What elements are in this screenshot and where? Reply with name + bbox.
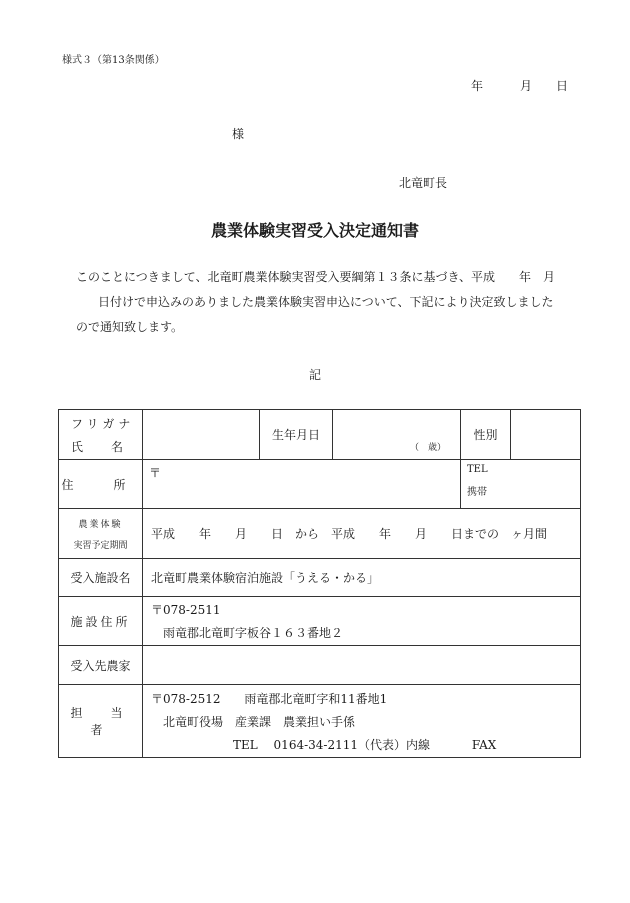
furigana-label: フリガナ [71,416,135,431]
address-row [59,460,581,509]
contact-office: 北竜町役場 産業課 農業担い手係 [163,714,356,729]
contact-fax: FAX [471,737,497,752]
facility-label: 受入施設名 [59,559,143,597]
date-day-label: 日 [556,79,569,93]
age-suffix: （ 歳） [409,443,446,453]
issuer: 北竜町長 [399,176,448,190]
name-row [59,410,581,460]
name-label: 氏 名 [71,439,132,454]
name-label-cell [59,410,143,460]
recipient-suffix: 様 [232,127,245,141]
facility-address-cell [143,597,581,646]
contact-row [59,685,581,758]
facility-address-label: 施設住所 [59,597,143,646]
ki-mark: 記 [308,368,321,382]
document-title: 農業体験実習受入決定通知書 [210,221,419,240]
contact-address: 雨竜郡北竜町字和11番地1 [244,691,388,706]
address-label: 住 所 [59,460,143,509]
sex-label: 性別 [461,410,511,460]
host-farm-label: 受入先農家 [59,646,143,685]
body-line-2: 日付けで申込みのありました農業体験実習申込について、下記により決定致しました [98,295,554,309]
contact-cell [143,685,581,758]
body-line-3: ので通知致します。 [76,320,184,334]
facility-row [59,559,581,597]
form-number: 様式３（第13条関係） [62,55,165,66]
name-field[interactable] [143,410,260,460]
facility-value: 北竜町農業体験宿泊施設「うえる・かる」 [143,559,581,597]
postal-mark: 〒 [149,466,162,480]
birthdate-label: 生年月日 [260,410,333,460]
period-label-cell [59,509,143,559]
birthdate-field[interactable] [333,410,461,460]
period-row [59,509,581,559]
period-label-1: 農業体験 [78,519,123,530]
contact-label: 担 当 者 [59,685,143,758]
body-line-1: このことにつきまして、北竜町農業体験実習受入要綱第１３条に基づき、平成 年 月 [76,270,556,284]
host-farm-field[interactable] [143,646,581,685]
contact-tel: TEL 0164-34-2111（代表）内線 [233,737,431,752]
phone-cell[interactable] [461,460,581,509]
tel-label: TEL [467,464,488,475]
application-table [58,409,581,758]
mobile-label: 携帯 [467,487,487,498]
period-label-2: 実習予定期間 [73,540,128,551]
date-year-label: 年 [471,79,484,93]
facility-address: 雨竜郡北竜町字板谷１６３番地２ [163,626,344,640]
host-farm-row [59,646,581,685]
address-field[interactable] [143,460,461,509]
sex-field[interactable] [511,410,581,460]
facility-address-row [59,597,581,646]
date-month-label: 月 [520,79,533,93]
facility-postal: 〒078-2511 [151,603,221,617]
period-value[interactable]: 平成 年 月 日 から 平成 年 月 日までの ヶ月間 [143,509,581,559]
contact-postal: 〒078-2512 [151,691,221,706]
